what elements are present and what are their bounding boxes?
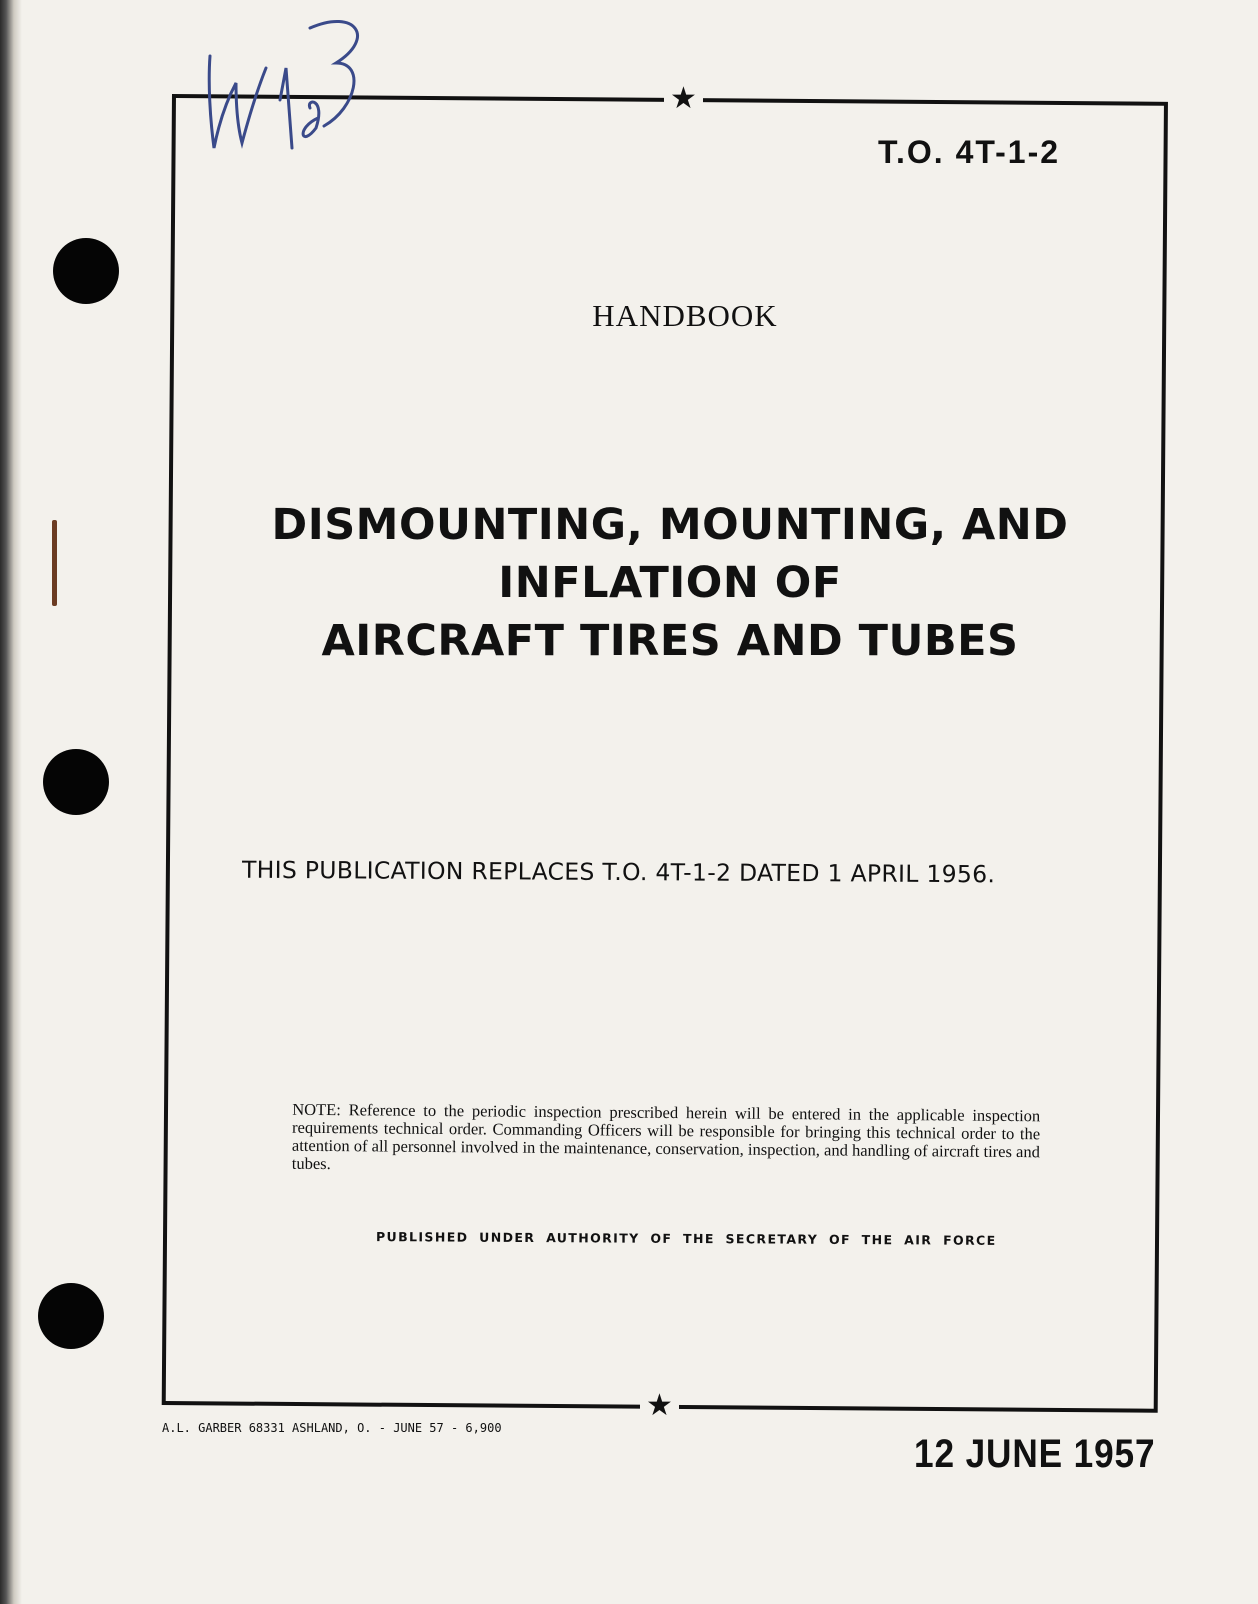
binder-hole-top <box>53 238 119 304</box>
publication-date: 12 JUNE 1957 <box>914 1432 1156 1476</box>
technical-order-number: T.O. 4T-1-2 <box>878 134 1061 170</box>
document-heading: HANDBOOK <box>592 298 778 333</box>
binder-hole-bottom <box>38 1283 104 1349</box>
title-line-2: INFLATION OF <box>498 558 842 608</box>
rust-mark <box>52 520 57 606</box>
authority-line: PUBLISHED UNDER AUTHORITY OF THE SECRETARY OF THE AIR FORCE <box>375 1229 997 1248</box>
replaces-notice: THIS PUBLICATION REPLACES T.O. 4T-1-2 DATED 1 APRIL 1956. <box>241 855 996 889</box>
page-edge <box>0 0 22 1604</box>
star-icon-bottom: ★ <box>640 1391 679 1421</box>
binder-hole-middle <box>43 749 109 815</box>
document-title <box>250 496 1090 670</box>
page-border-frame <box>162 94 1168 1413</box>
note-paragraph: NOTE: Reference to the periodic inspection prescribed herein will be entered in the applicable inspection requirements technical order. Commanding Officers will be responsible for bringing this technical order to the attention of all personnel involved in the maintenance, conservation, inspection, and handling of aircraft tires and tubes. <box>291 1099 1041 1174</box>
title-line-1: DISMOUNTING, MOUNTING, AND <box>271 500 1069 550</box>
title-line-3: AIRCRAFT TIRES AND TUBES <box>321 616 1019 666</box>
printer-line: A.L. GARBER 68331 ASHLAND, O. - JUNE 57 - 6,900 <box>162 1421 502 1435</box>
handwritten-mark-icon <box>206 8 386 158</box>
star-icon-top: ★ <box>664 84 703 114</box>
